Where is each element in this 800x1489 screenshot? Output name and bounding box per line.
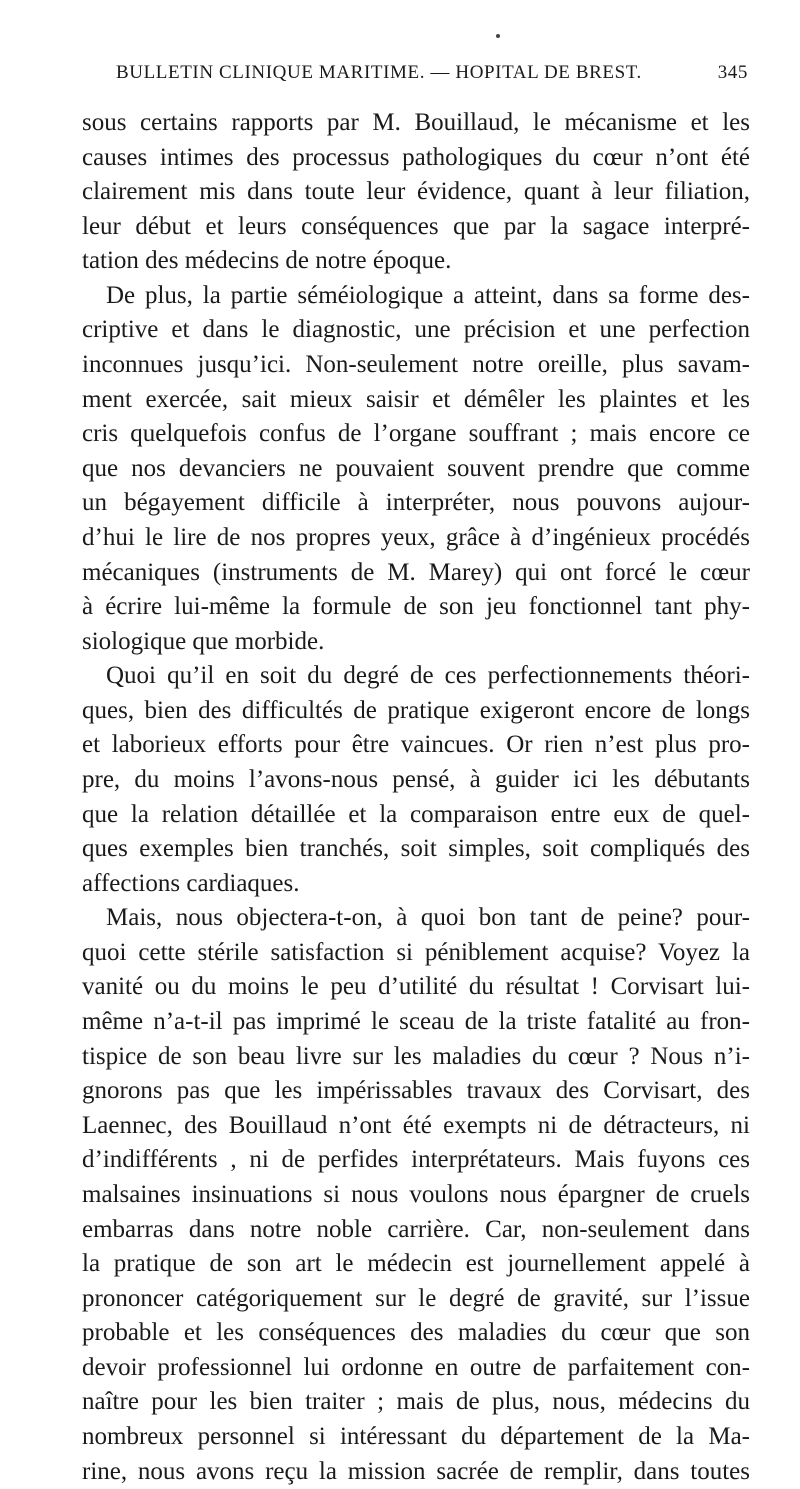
- text-line: siologique que morbide.: [82, 627, 325, 655]
- text-line: embarras dans notre noble carrière. Car, non-seulement dans: [82, 1215, 750, 1243]
- text-line: inconnues jusqu’ici. Non-seulement notre oreille, plus savam-: [82, 351, 750, 379]
- text-line: vanité ou du moins le peu d’utilité du résultat ! Corvisart lui-: [82, 973, 750, 1001]
- text-line: Laennec, des Bouillaud n’ont été exempts ni de détracteurs, ni: [82, 1111, 750, 1139]
- text-line: ques exemples bien tranchés, soit simples, soit compliqués des: [82, 835, 750, 863]
- text-line: causes intimes des processus pathologiques du cœur n’ont été: [82, 143, 750, 171]
- text-line: ment exercée, sait mieux saisir et démêler les plaintes et les: [82, 385, 750, 413]
- text-line: sous certains rapports par M. Bouillaud, le mécanisme et les: [82, 109, 750, 136]
- text-line: à écrire lui-même la formule de son jeu fonctionnel tant phy-: [82, 593, 750, 621]
- page-number: 345: [717, 62, 748, 83]
- text-line: malsaines insinuations si nous voulons nous épargner de cruels: [82, 1180, 750, 1208]
- text-line: pre, du moins l’avons-nous pensé, à guider ici les débutants: [82, 765, 750, 793]
- text-line: De plus, la partie séméiologique a atteint, dans sa forme des-: [106, 281, 750, 309]
- text-line: gnorons pas que les impérissables travaux des Corvisart, des: [82, 1077, 750, 1105]
- text-line: même n’a-t-il pas imprimé le sceau de la triste fatalité au fron-: [82, 1008, 750, 1036]
- text-line: quoi cette stérile satisfaction si péniblement acquise? Voyez la: [82, 938, 750, 966]
- text-line: d’indifférents , ni de perfides interprétateurs. Mais fuyons ces: [82, 1146, 750, 1174]
- text-line: la pratique de son art le médecin est journellement appelé à: [82, 1250, 750, 1278]
- text-line: d’hui le lire de nos propres yeux, grâce à d’ingénieux procédés: [82, 523, 750, 551]
- text-line: affections cardiaques.: [82, 869, 300, 897]
- text-line: clairement mis dans toute leur évidence, quant à leur filiation,: [82, 178, 750, 206]
- text-line: naître pour les bien traiter ; mais de plus, nous, médecins du: [82, 1388, 750, 1416]
- body-text: [82, 106, 750, 1489]
- text-line: prononcer catégoriquement sur le degré de gravité, sur l’issue: [82, 1284, 750, 1312]
- text-line: Quoi qu’il en soit du degré de ces perfectionnements théori-: [106, 662, 750, 690]
- text-line: ques, bien des difficultés de pratique exigeront encore de longs: [82, 696, 750, 724]
- text-line: nombreux personnel si intéressant du département de la Ma-: [82, 1422, 750, 1450]
- text-line: tation des médecins de notre époque.: [82, 247, 452, 275]
- text-line: rine, nous avons reçu la mission sacrée de remplir, dans toutes: [82, 1457, 750, 1485]
- text-line: cris quelquefois confus de l’organe souffrant ; mais encore ce: [82, 420, 750, 448]
- text-line: que la relation détaillée et la comparaison entre eux de quel-: [82, 800, 750, 828]
- text-line: un bégayement difficile à interpréter, nous pouvons aujour-: [82, 489, 750, 517]
- text-line: devoir professionnel lui ordonne en outre de parfaitement con-: [82, 1353, 750, 1381]
- text-line: mécaniques (instruments de M. Marey) qui ont forcé le cœur: [82, 558, 750, 586]
- text-line: et laborieux efforts pour être vaincues. Or rien n’est plus pro-: [82, 731, 750, 759]
- text-line: criptive et dans le diagnostic, une précision et une perfection: [82, 316, 750, 344]
- text-line: Mais, nous objectera-t-on, à quoi bon tant de peine? pour-: [106, 904, 750, 932]
- text-line: tispice de son beau livre sur les maladies du cœur ? Nous n’i-: [82, 1042, 750, 1070]
- running-header: [116, 62, 748, 92]
- running-title: BULLETIN CLINIQUE MARITIME. — HOPITAL DE BREST.: [116, 62, 642, 83]
- text-line: probable et les conséquences des maladies du cœur que son: [82, 1319, 750, 1347]
- print-speck: [496, 34, 500, 38]
- text-line: leur début et leurs conséquences que par la sagace interpré-: [82, 212, 750, 240]
- text-line: que nos devanciers ne pouvaient souvent prendre que comme: [82, 454, 750, 482]
